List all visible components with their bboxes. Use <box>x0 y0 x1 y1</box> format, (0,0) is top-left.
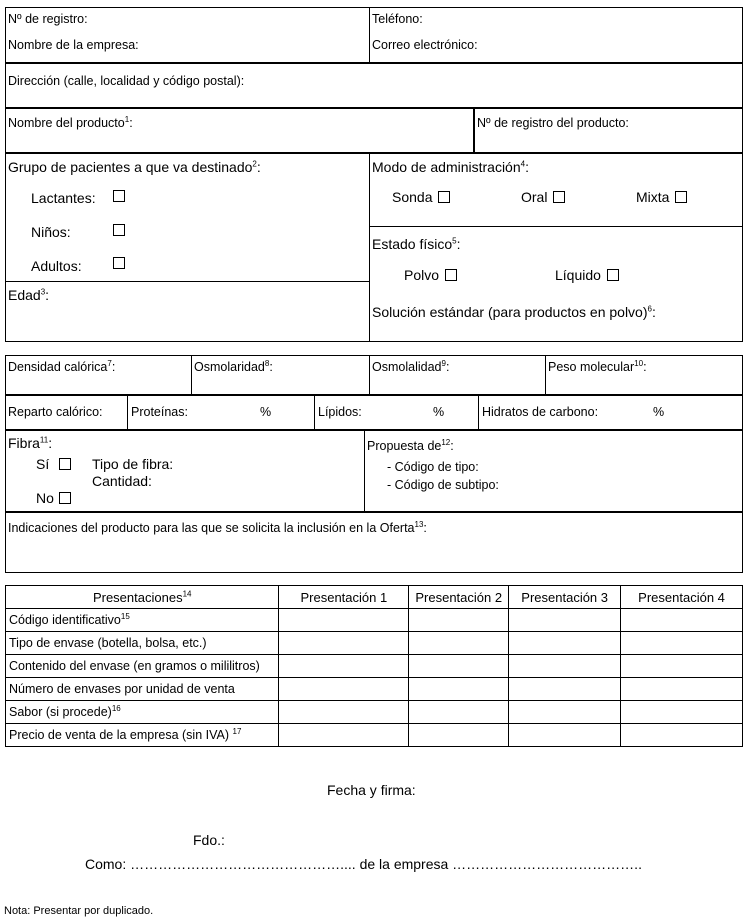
table-cell[interactable] <box>409 632 509 655</box>
proteinas-label: Proteínas: <box>131 405 188 419</box>
table-cell[interactable] <box>621 678 743 701</box>
peso-label: Peso molecular$^{10}$: <box>548 358 647 374</box>
proteinas-pct: % <box>260 405 272 419</box>
hidratos-label: Hidratos de carbono: <box>482 405 599 419</box>
correo-label: Correo electrónico: <box>372 38 478 52</box>
lactantes-checkbox[interactable] <box>113 190 125 202</box>
reparto-label: Reparto calórico: <box>8 405 103 419</box>
fibra-no-checkbox[interactable] <box>59 492 71 504</box>
osmolaridad-label: Osmolaridad$^8$: <box>194 358 273 374</box>
table-cell[interactable] <box>279 678 409 701</box>
liquido-checkbox[interactable] <box>607 269 619 281</box>
cantidad-label: Cantidad: <box>92 473 152 489</box>
fibra-si-option[interactable]: Sí <box>36 457 71 471</box>
registro-producto-label: Nº de registro del producto: <box>477 116 629 130</box>
edad-divider <box>5 281 370 282</box>
fibra-no-option[interactable]: No <box>36 491 71 505</box>
estado-title: Estado físico$^5$: <box>372 236 461 252</box>
lipidos-label: Lípidos: <box>318 405 362 419</box>
rep-div-2 <box>314 395 315 430</box>
pacientes-box <box>5 153 370 342</box>
adultos-checkbox[interactable] <box>113 257 125 269</box>
table-cell[interactable] <box>509 609 621 632</box>
table-cell[interactable] <box>279 724 409 747</box>
reparto-box <box>5 395 743 430</box>
mixta-checkbox[interactable] <box>675 191 687 203</box>
presentaciones-table <box>5 585 743 747</box>
table-cell[interactable] <box>409 678 509 701</box>
fecha-firma-label: Fecha y firma: <box>327 782 416 798</box>
table-row <box>6 724 743 747</box>
table-cell[interactable] <box>621 609 743 632</box>
fibra-title: Fibra$^{11}$: <box>8 435 53 451</box>
table-cell[interactable] <box>509 678 621 701</box>
prop-div-1 <box>191 355 192 395</box>
table-cell[interactable] <box>621 724 743 747</box>
adultos-label: Adultos: <box>31 258 82 274</box>
registro-label: Nº de registro: <box>8 12 88 26</box>
sonda-option[interactable]: Sonda <box>392 190 450 204</box>
lipidos-pct: % <box>433 405 445 419</box>
empresa-label: Nombre de la empresa: <box>8 38 139 52</box>
codigo-tipo-label: - Código de tipo: <box>387 460 479 474</box>
sonda-checkbox[interactable] <box>438 191 450 203</box>
table-row <box>6 632 743 655</box>
table-cell[interactable] <box>279 655 409 678</box>
row-label: Tipo de envase (botella, bolsa, etc.) <box>6 632 279 655</box>
table-cell[interactable] <box>509 632 621 655</box>
densidad-label: Densidad calórica$^7$: <box>8 358 116 374</box>
propuesta-label: Propuesta $de^{12}$: <box>367 437 454 453</box>
table-cell[interactable] <box>279 701 409 724</box>
table-cell[interactable] <box>279 609 409 632</box>
table-cell[interactable] <box>621 701 743 724</box>
ninos-label: Niños: <box>31 224 71 240</box>
lactantes-label: Lactantes: <box>31 190 96 206</box>
prop-div-2 <box>369 355 370 395</box>
mixta-option[interactable]: Mixta <box>636 190 687 204</box>
table-cell[interactable] <box>409 655 509 678</box>
oral-option[interactable]: Oral <box>521 190 565 204</box>
table-cell[interactable] <box>279 632 409 655</box>
contact-box <box>369 7 743 63</box>
col-header: Presentación 1 <box>279 586 409 609</box>
table-header-row <box>6 586 743 609</box>
table-row <box>6 609 743 632</box>
producto-label: Nombre del producto$^1$: <box>8 114 133 130</box>
presentaciones-header: Presentaciones$^{14}$ <box>6 586 279 609</box>
liquido-option[interactable]: Líquido <box>555 268 619 282</box>
producto-box <box>5 108 475 153</box>
codigo-subtipo-label: - Código de subtipo: <box>387 478 499 492</box>
row-label: Precio de venta de la empresa (sin IVA) $^{17}$ <box>6 724 279 747</box>
col-header: Presentación 4 <box>621 586 743 609</box>
table-row <box>6 655 743 678</box>
row-label: Contenido del envase (en gramos o mililitros) <box>6 655 279 678</box>
table-cell[interactable] <box>409 609 509 632</box>
estado-divider <box>369 226 743 227</box>
table-cell[interactable] <box>509 655 621 678</box>
prop-div-3 <box>545 355 546 395</box>
table-cell[interactable] <box>509 701 621 724</box>
pacientes-title: Grupo de pacientes a que va destinado$^2$: <box>8 159 261 175</box>
table-row <box>6 701 743 724</box>
polvo-option[interactable]: Polvo <box>404 268 457 282</box>
como-line: Como: ……………………………………….... de la empresa ………………………………….. <box>85 856 642 872</box>
administracion-title: Modo de administración$^4$: <box>372 159 529 175</box>
edad-label: Edad$^3$: <box>8 287 50 303</box>
tipo-fibra-label: Tipo de fibra: <box>92 456 174 472</box>
solucion-label: Solución estándar (para productos en polvo)$^6$: <box>372 304 656 320</box>
row-label: Código identificativo$^{15}$ <box>6 609 279 632</box>
rep-div-3 <box>478 395 479 430</box>
indicaciones-label: Indicaciones del producto para las que se solicita la inclusión en la Oferta$^{13}$: <box>8 519 427 535</box>
direccion-label: Dirección (calle, localidad y código postal): <box>8 74 245 88</box>
polvo-checkbox[interactable] <box>445 269 457 281</box>
table-cell[interactable] <box>509 724 621 747</box>
fdo-label: Fdo.: <box>193 832 225 848</box>
col-header: Presentación 2 <box>409 586 509 609</box>
nota-label: Nota: Presentar por duplicado. <box>4 905 154 917</box>
registro-producto-box <box>473 108 743 153</box>
osmolalidad-label: Osmolalidad$^9$: <box>372 358 450 374</box>
table-cell[interactable] <box>621 655 743 678</box>
telefono-label: Teléfono: <box>372 12 423 26</box>
row-label: Número de envases por unidad de venta <box>6 678 279 701</box>
hidratos-pct: % <box>653 405 665 419</box>
col-header: Presentación 3 <box>509 586 621 609</box>
fibra-si-checkbox[interactable] <box>59 458 71 470</box>
row-label: Sabor (si procede)$^{16}$ <box>6 701 279 724</box>
rep-div-1 <box>127 395 128 430</box>
oral-checkbox[interactable] <box>553 191 565 203</box>
table-cell[interactable] <box>409 724 509 747</box>
table-cell[interactable] <box>621 632 743 655</box>
table-cell[interactable] <box>409 701 509 724</box>
ninos-checkbox[interactable] <box>113 224 125 236</box>
table-row <box>6 678 743 701</box>
